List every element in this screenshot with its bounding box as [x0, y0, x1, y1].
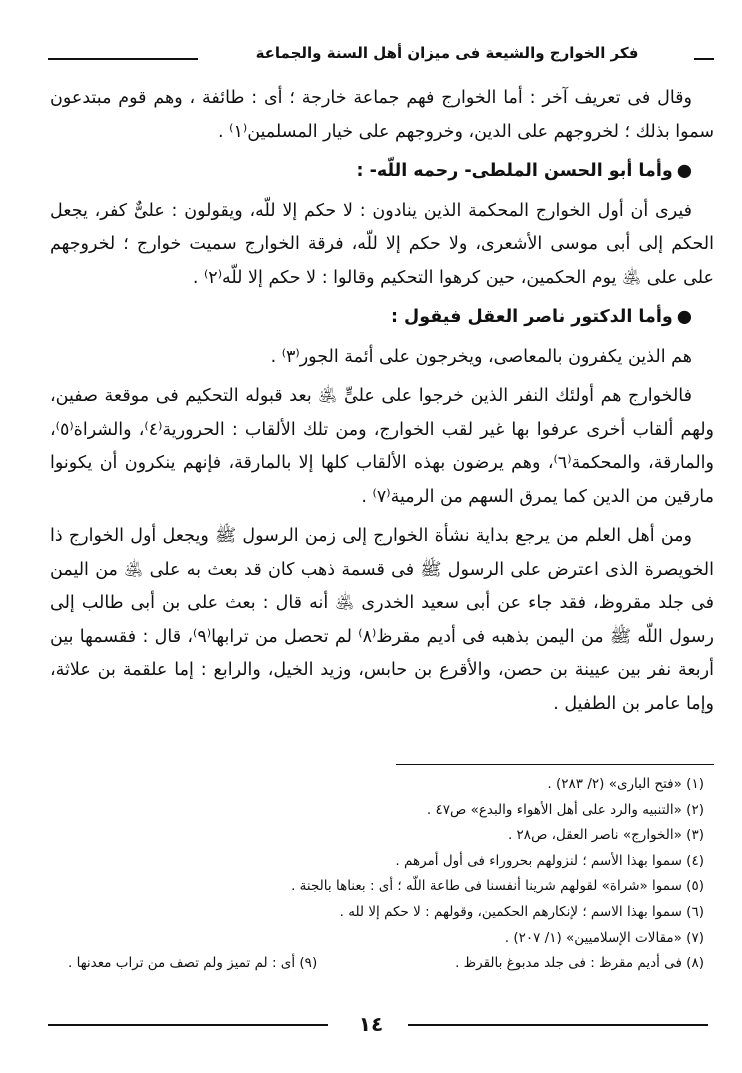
running-header [48, 38, 714, 74]
footnote-6: (٦) سموا بهذا الاسم ؛ لإنكارهم الحكمين، وقولهم : لا حكم إلا لله . [339, 903, 704, 920]
footnote-3: (٣) «الخوارج» ناصر العقل، ص٢٨ . [507, 827, 704, 844]
footnote-separator [396, 764, 714, 765]
heading-al-malati [50, 155, 714, 189]
heading-al-malati-text: وأما أبو الحسن الملطى- رحمه اللّه- : [356, 161, 673, 181]
paragraph-4: فالخوارج هم أولئك النفر الذين خرجوا على علىٍّ ﵁ بعد قبوله التحكيم فى موقعة صفين، ولهم ألقاب أخرى عرفوا بها غير لقب الخوارج، ومن تلك الألقاب : الحرورية⁽٤⁾، والشراة⁽٥⁾، والمارقة، والمحكمة⁽٦⁾، وهم يرضون بهذه الألقاب كلها إلا بالمارقة، فإنهم ينكرون أن يكونوا مارقين من الدين كما يمرق السهم من الرمية⁽٧⁾ . [50, 386, 714, 507]
paragraph-5: ومن أهل العلم من يرجع بداية نشأة الخوارج إلى زمن الرسول ﷺ ويجعل أول الخوارج ذا الخويصرة الذى اعترض على الرسول ﷺ فى قسمة ذهب كان قد بعث به على ﵁ من اليمن فى جلد مقروظ، فقد جاء عن أبى سعيد الخدرى ﵁ أنه قال : بعث على بن أبى طالب إلى رسول اللّه ﷺ من اليمن بذهبه فى أديم مقرظ⁽٨⁾ لم تحصل من ترابها⁽٩⁾، قال : فقسمها بين أربعة نفر بين عيينة بن حصن، والأقرع بن حابس، وزيد الخيل، والرابع : إما علقمة بن علاثة، وإما عامر بن الطفيل . [50, 526, 714, 714]
heading-nasir-al-aql-text: وأما الدكتور ناصر العقل فيقول : [390, 307, 673, 327]
footnote-1: (١) «فتح البارى» (٢/ ٢٨٣) . [547, 776, 704, 792]
footnote-2: (٢) «التنبيه والرد على أهل الأهواء والبدع» ص٤٧ . [426, 801, 704, 818]
header-rule-right [694, 58, 714, 60]
footnote-row-8-9 [48, 951, 718, 977]
paragraph-2: فيرى أن أول الخوارج المحكمة الذين ينادون : لا حكم إلا للّه، ويقولون : علىٌّ كفر، يجعل الحكم إلى أبى موسى الأشعرى، ولا حكم إلا للّه، فرقة الخوارج سميت خوارج ؛ لخروجهم على على ﵁ يوم الحكمين، حين كرهوا التحكيم وقالوا : لا حكم إلا للّه⁽٢⁾ . [50, 200, 714, 288]
footnote-8: (٨) فى أديم مقرظ : فى جلد مدبوغ بالقرظ . [455, 955, 704, 972]
footnote-7: (٧) «مقالات الإسلاميين» (١/ ٢٠٧) . [504, 929, 704, 946]
bullet-icon: ● [676, 307, 692, 327]
footer-rule-right [408, 1024, 708, 1026]
heading-nasir-al-aql [50, 301, 714, 335]
paragraph-1: وقال فى تعريف آخر : أما الخوارج فهم جماعة خارجة ؛ أى : طائفة ، وهم قوم مبتدعون سموا بذلك ؛ لخروجهم على الدين، وخروجهم على خيار المسلمين⁽١⁾ . [50, 88, 714, 142]
page-footer [48, 1012, 708, 1038]
header-rule-left [48, 58, 198, 60]
paragraph-3: هم الذين يكفرون بالمعاصى، ويخرجون على أئمة الجور⁽٣⁾ . [270, 346, 692, 367]
header-title: فكر الخوارج والشيعة فى ميزان أهل السنة والجماعة [255, 44, 639, 62]
footnote-4: (٤) سموا بهذا الأسم ؛ لنزولهم بحروراء فى أول أمرهم . [395, 852, 704, 869]
main-text [50, 82, 714, 721]
page-number: ١٤ [358, 1012, 384, 1036]
footnotes [48, 772, 718, 977]
bullet-icon: ● [676, 161, 692, 181]
footnote-9: (٩) أى : لم تميز ولم تصف من تراب معدنها . [68, 955, 318, 972]
footnote-5: (٥) سموا «شراة» لقولهم شرينا أنفسنا فى طاعة اللّه ؛ أى : بعناها بالجنة . [291, 878, 704, 895]
footer-rule-left [48, 1024, 328, 1026]
